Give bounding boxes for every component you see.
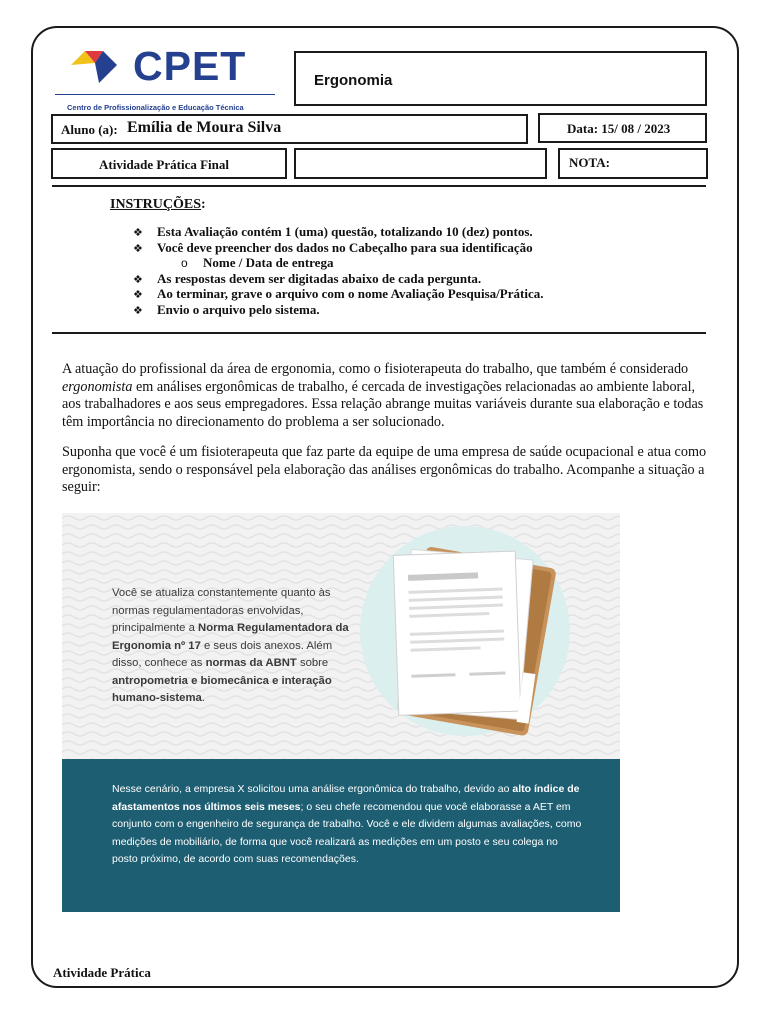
intro-paragraph	[62, 361, 712, 431]
intro-text: A atuação do profissional da área de ergonomia, como o fisioterapeuta do trabalho, que também é considerado	[62, 361, 689, 377]
infographic-text-norms	[112, 585, 352, 708]
diamond-bullet-icon: ❖	[133, 226, 143, 239]
list-item	[133, 286, 543, 302]
diamond-bullet-icon: ❖	[133, 272, 143, 286]
cpet-logo	[55, 42, 275, 116]
course-box	[294, 51, 707, 106]
scenario-text: Suponha que você é um fisioterapeuta que faz parte da equipe de uma empresa de saúde ocupacional e atua como ergonomista, sendo o responsável pela elaboração das análises ergonômicas do trabalho. Acompanhe a situação a seguir:	[62, 444, 707, 495]
norms-text: sobre	[296, 657, 329, 669]
scenario-box-emphasis: alto índice de afastamentos nos últimos seis meses	[112, 783, 580, 813]
logo-subtitle: Centro de Profissionalização e Educação Técnica	[67, 103, 244, 112]
scenario-box-text: ; o seu chefe recomendou que você elaborasse a AET em conjunto com o engenheiro de segurança de trabalho. Você e ele dividem algumas avaliações, como medições de mobiliário, de forma que você realizará as medições em um posto e seu colega no posto próximo, de acordo com suas recomendações.	[112, 800, 582, 865]
list-item	[133, 224, 543, 240]
list-item	[133, 240, 543, 256]
diamond-bullet-icon: ❖	[133, 288, 143, 302]
scenario-box-text: Nesse cenário, a empresa X solicitou uma análise ergonômica do trabalho, devido ao	[112, 783, 513, 795]
infographic-text-scenario	[112, 781, 582, 869]
instructions-title-text: INSTRUÇÕES	[110, 197, 202, 212]
footer-label: Atividade Prática	[53, 965, 151, 980]
instructions-list	[133, 224, 543, 318]
instruction-text: Nome / Data de entrega	[203, 255, 334, 271]
instructions-title-colon: :	[201, 197, 206, 212]
logo-divider	[55, 94, 275, 95]
date-text: Data: 15/ 08 / 2023	[567, 121, 671, 136]
diamond-bullet-icon: ❖	[133, 241, 143, 255]
list-item	[133, 255, 543, 271]
intro-text-rest: em análises ergonômicas de trabalho, é cercada de investigações relacionadas ao ambiente laboral, aos trabalhadores e aos seus empregadores. Essa relação abrange muitas variáveis durante sua elaboração e todas têm importância no direcionamento do problema a ser solucionado.	[62, 378, 704, 430]
instruction-text: As respostas devem ser digitadas abaixo de cada pergunta.	[157, 270, 482, 286]
student-label: Aluno (a):	[61, 122, 118, 137]
norms-text: .	[201, 692, 205, 704]
scenario-infographic	[62, 513, 620, 912]
documents-folder-icon	[352, 513, 592, 759]
logo-wordmark: CPET	[133, 43, 247, 89]
instruction-text: Envio o arquivo pelo sistema.	[157, 301, 320, 317]
list-item	[133, 271, 543, 287]
instructions-divider	[52, 332, 706, 334]
norms-text: e seus dois anexos. Além disso, conhece as	[112, 639, 333, 669]
instruction-text: Você deve preencher dos dados no Cabeçalho para sua identificação	[157, 239, 533, 255]
instruction-text: Ao terminar, grave o arquivo com o nome Avaliação Pesquisa/Prática.	[157, 286, 544, 302]
grade-label: NOTA:	[569, 155, 610, 170]
norms-emphasis: Norma Regulamentadora da Ergonomia nº 17	[112, 622, 349, 652]
norms-text: Você se atualiza constantemente quanto às normas regulamentadoras envolvidas, principalmente a	[112, 587, 331, 634]
cpet-logo-icon	[69, 47, 119, 87]
circle-bullet-icon: o	[181, 256, 188, 271]
student-name: Emília de Moura Silva	[127, 119, 282, 136]
instruction-text: Esta Avaliação contém 1 (uma) questão, totalizando 10 (dez) pontos.	[157, 224, 533, 239]
header-divider	[52, 185, 706, 187]
norms-emphasis: normas da ABNT	[205, 657, 297, 669]
instructions-title	[110, 197, 206, 213]
blank-field[interactable]	[294, 148, 547, 179]
student-field[interactable]	[51, 114, 528, 144]
course-title: Ergonomia	[314, 72, 393, 89]
activity-title: Atividade Prática Final	[99, 157, 229, 172]
scenario-paragraph	[62, 444, 712, 497]
intro-italic-term: ergonomista	[62, 378, 133, 395]
list-item	[133, 302, 543, 318]
date-field[interactable]	[538, 113, 707, 143]
diamond-bullet-icon: ❖	[133, 303, 143, 317]
infographic-top-panel	[62, 513, 620, 759]
activity-box	[51, 148, 287, 179]
norms-emphasis: antropometria e biomecânica e interação humano-sistema	[112, 674, 332, 704]
grade-field[interactable]	[558, 148, 708, 179]
